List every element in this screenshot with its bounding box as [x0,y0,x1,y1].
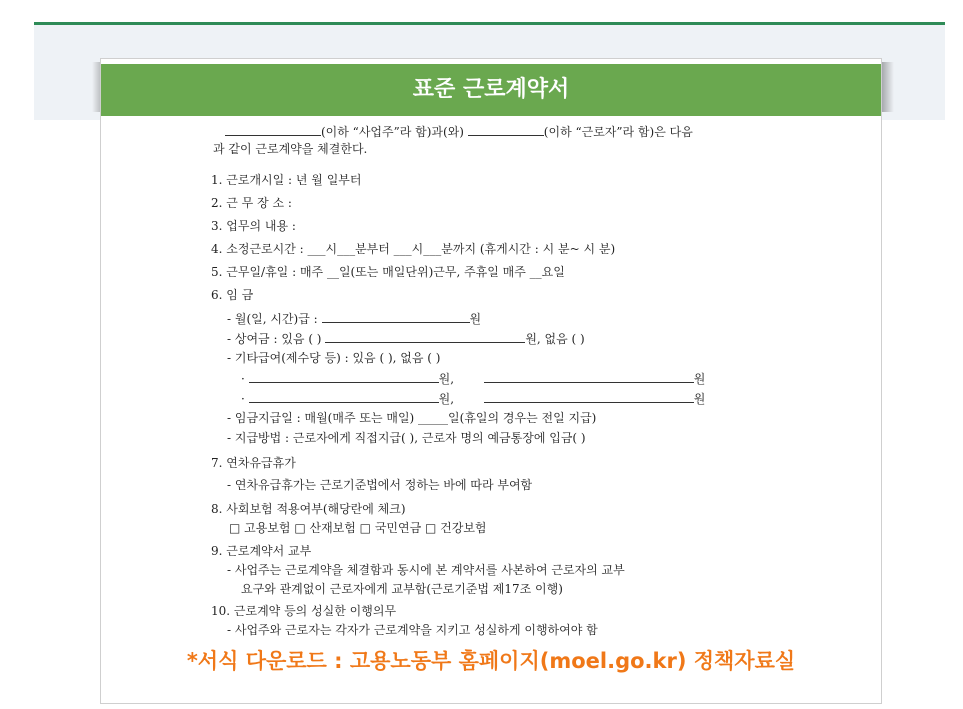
wage-bonus: - 상여금 : 있음 ( ) 원, 없음 ( ) [227,332,585,346]
intro-line-2: 과 같이 근로계약을 체결한다. [213,142,368,156]
delivery-detail-1: - 사업주는 근로계약을 체결함과 동시에 본 계약서를 사본하여 근로자의 교부 [227,563,625,577]
item-social-insurance: 8. 사회보험 적용여부(해당란에 체크) [211,502,406,516]
wage-other-row-1: · 원, 원 [241,372,706,386]
item-start-date: 1. 근로개시일 : 년 월 일부터 [211,173,362,187]
wage-payday: - 임금지급일 : 매월(매주 또는 매일) _____일(휴일의 경우는 전일 지급) [227,411,597,425]
wage-other: - 기타급여(제수당 등) : 있음 ( ), 없음 ( ) [227,351,441,365]
intro-line-1: (이하 “사업주”라 함)과(와) (이하 “근로자”라 함)은 다음 [225,123,693,140]
item-working-hours: 4. 소정근로시간 : ___시___분부터 ___시___분까지 (휴게시간 : 시 분~ 시 분) [211,242,616,256]
item-job-description: 3. 업무의 내용 : [211,219,296,233]
contract-document-card [100,58,882,704]
document-title: 표준 근로계약서 [101,64,881,116]
wage-payment-method: - 지급방법 : 근로자에게 직접지급( ), 근로자 명의 예금통장에 입금( ) [227,431,586,445]
download-note: *서식 다운로드 : 고용노동부 홈페이지(moel.go.kr) 정책자료실 [186,649,796,673]
item-wages: 6. 임 금 [211,288,254,302]
wage-monthly: - 월(일, 시간)급 : 원 [227,312,482,326]
card-shadow-right [880,62,894,112]
annual-leave-detail: - 연차유급휴가는 근로기준법에서 정하는 바에 따라 부여함 [227,478,533,492]
item-workdays: 5. 근무일/휴일 : 매주 __일(또는 매일단위)근무, 주휴일 매주 __요일 [211,265,565,279]
duty-detail: - 사업주와 근로자는 각자가 근로계약을 지키고 성실하게 이행하여야 함 [227,623,598,637]
employee-blank [468,123,544,136]
item-annual-leave: 7. 연차유급휴가 [211,456,296,470]
delivery-detail-2: 요구와 관계없이 근로자에게 교부함(근로기준법 제17조 이행) [241,582,563,596]
wage-other-row-2: · 원, 원 [241,392,706,406]
item-workplace: 2. 근 무 장 소 : [211,196,292,210]
item-duty: 10. 근로계약 등의 성실한 이행의무 [211,604,397,618]
employer-blank [225,123,321,136]
insurance-checkboxes: □ 고용보험 □ 산재보험 □ 국민연금 □ 건강보험 [229,521,487,535]
item-contract-delivery: 9. 근로계약서 교부 [211,544,312,558]
